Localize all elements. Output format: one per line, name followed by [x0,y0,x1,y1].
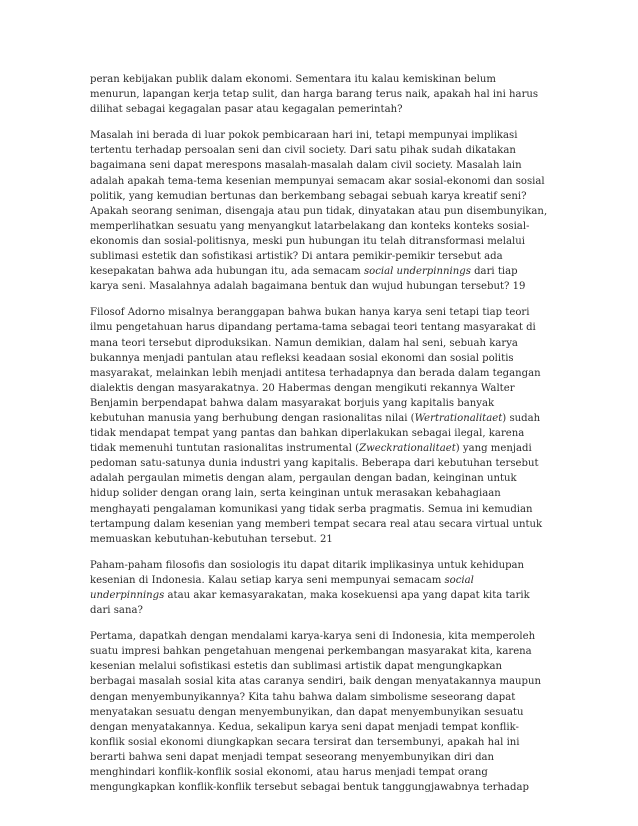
paragraph-4-italic-term: social underpinnings [90,574,474,601]
paragraph-4-text-a: Paham-paham filosofis dan sosiologis itu dapat ditarik implikasinya untuk kehidupan kesenian di Indonesia. Kalau setiap karya seni mempunyai semacam [90,559,525,586]
paragraph-5-text: Pertama, dapatkah dengan mendalami karya-karya seni di Indonesia, kita memperoleh suatu impresi bahkan pengetahuan mengenai perkembangan masyarakat kita, karena kesenian melalui sofistikasi estetis dan sublimasi artistik dapat mengungkapkan berbagai masalah sosial kita atas caranya sendiri, baik dengan menyatakannya maupun dengan menyembunyikannya? Kita tahu bahwa dalam simbolisme seseorang dapat menyatakan sesuatu dengan menyembunyikan, dan dapat menyembunyikan sesuatu dengan menyatakannya. Kedua, sekalipun karya seni dapat menjadi tempat konflik-konflik sosial ekonomi diungkapkan secara tersirat dan tersembunyi, apakah hal ini berarti bahwa seni dapat menjadi tempat seseorang menyembunyikan diri dan menghindari konflik-konflik sosial ekonomi, atau harus menjadi tempat orang mengungkapkan konflik-konflik tersebut sebagai bentuk tanggungjawabnya terhadap [90,631,541,794]
paragraph-3-italic-term-1: Wertrationalitaet [414,412,503,424]
paragraph-4-text-b: atau akar kemasyarakatan, maka kosekuensi apa yang dapat kita tarik dari sana? [90,590,530,617]
paragraph-2 [90,128,548,294]
paragraph-3 [90,305,548,547]
paragraph-2-text-a: Masalah ini berada di luar pokok pembicaraan hari ini, tetapi mempunyai implikasi tertentu terhadap persoalan seni dan civil society. Dari satu pihak sudah dikatakan bagaimana seni dapat merespons masalah-masalah dalam civil society. Masalah lain adalah apakah tema-tema kesenian mempunyai semacam akar sosial-ekonomi dan sosial politik, yang kemudian bertunas dan berkembang sebagai sebuah karya kreatif seni? Apakah seorang seniman, disengaja atau pun tidak, dinyatakan atau pun disembunyikan, memperlihatkan sesuatu yang menyangkut latarbelakang dan konteks konteks sosial-ekonomis dan sosial-politisnya, meski pun hubungan itu telah ditransformasi melalui sublimasi estetik dan sofistikasi artistik? Di antara pemikir-pemikir tersebut ada kesepakatan bahwa ada hubungan itu, ada semacam [90,130,548,278]
document-page [90,72,548,806]
paragraph-3-text-b: ) sudah tidak mendapat tempat yang pantas dan bahkan diperlakukan sebagai ilegal, karena tidak memenuhi tuntutan rasionalitas instrumental ( [90,412,541,455]
paragraph-3-italic-term-2: Zweckrationalitaet [359,443,456,455]
paragraph-5 [90,629,548,795]
paragraph-1-text: peran kebijakan publik dalam ekonomi. Sementara itu kalau kemiskinan belum menurun, lapangan kerja tetap sulit, dan harga barang terus naik, apakah hal ini harus dilihat sebagai kegagalan pasar atau kegagalan pemerintah? [90,74,539,116]
paragraph-2-italic-term: social underpinnings [363,266,471,278]
paragraph-4 [90,558,548,618]
paragraph-3-text-a: Filosof Adorno misalnya beranggapan bahwa bukan hanya karya seni tetapi tiap teori ilmu pengetahuan harus dipandang pertama-tama sebagai teori tentang masyarakat di mana teori tersebut diproduksikan. Namun demikian, dalam hal seni, sebuah karya bukannya menjadi pantulan atau refleksi keadaan sosial ekonomi dan sosial politis masyarakat, melainkan lebih menjadi antitesa terhadapnya dan berada dalam tegangan dialektis dengan masyarakatnya. 20 Habermas dengan mengikuti rekannya Walter Benjamin berpendapat bahwa dalam masyarakat borjuis yang kapitalis banyak kebutuhan manusia yang berhubung dengan rasionalitas nilai ( [90,307,541,424]
paragraph-3-text-c: ) yang menjadi pedoman satu-satunya dunia industri yang kapitalis. Beberapa dari kebutuhan tersebut adalah pergaulan mimetis dengan alam, pergaulan dengan badan, keinginan untuk hidup solider dengan orang lain, serta keinginan untuk merasakan kebahagiaan menghayati pengalaman komunikasi yang tidak serba pragmatis. Semua ini kemudian tertampung dalam kesenian yang memberi tempat secara real atau secara virtual untuk memuaskan kebutuhan-kebutuhan tersebut. 21 [90,443,543,545]
paragraph-1 [90,72,548,117]
paragraph-2-text-b: dari tiap karya seni. Masalahnya adalah bagaimana bentuk dan wujud hubungan tersebut? 19 [90,266,526,293]
